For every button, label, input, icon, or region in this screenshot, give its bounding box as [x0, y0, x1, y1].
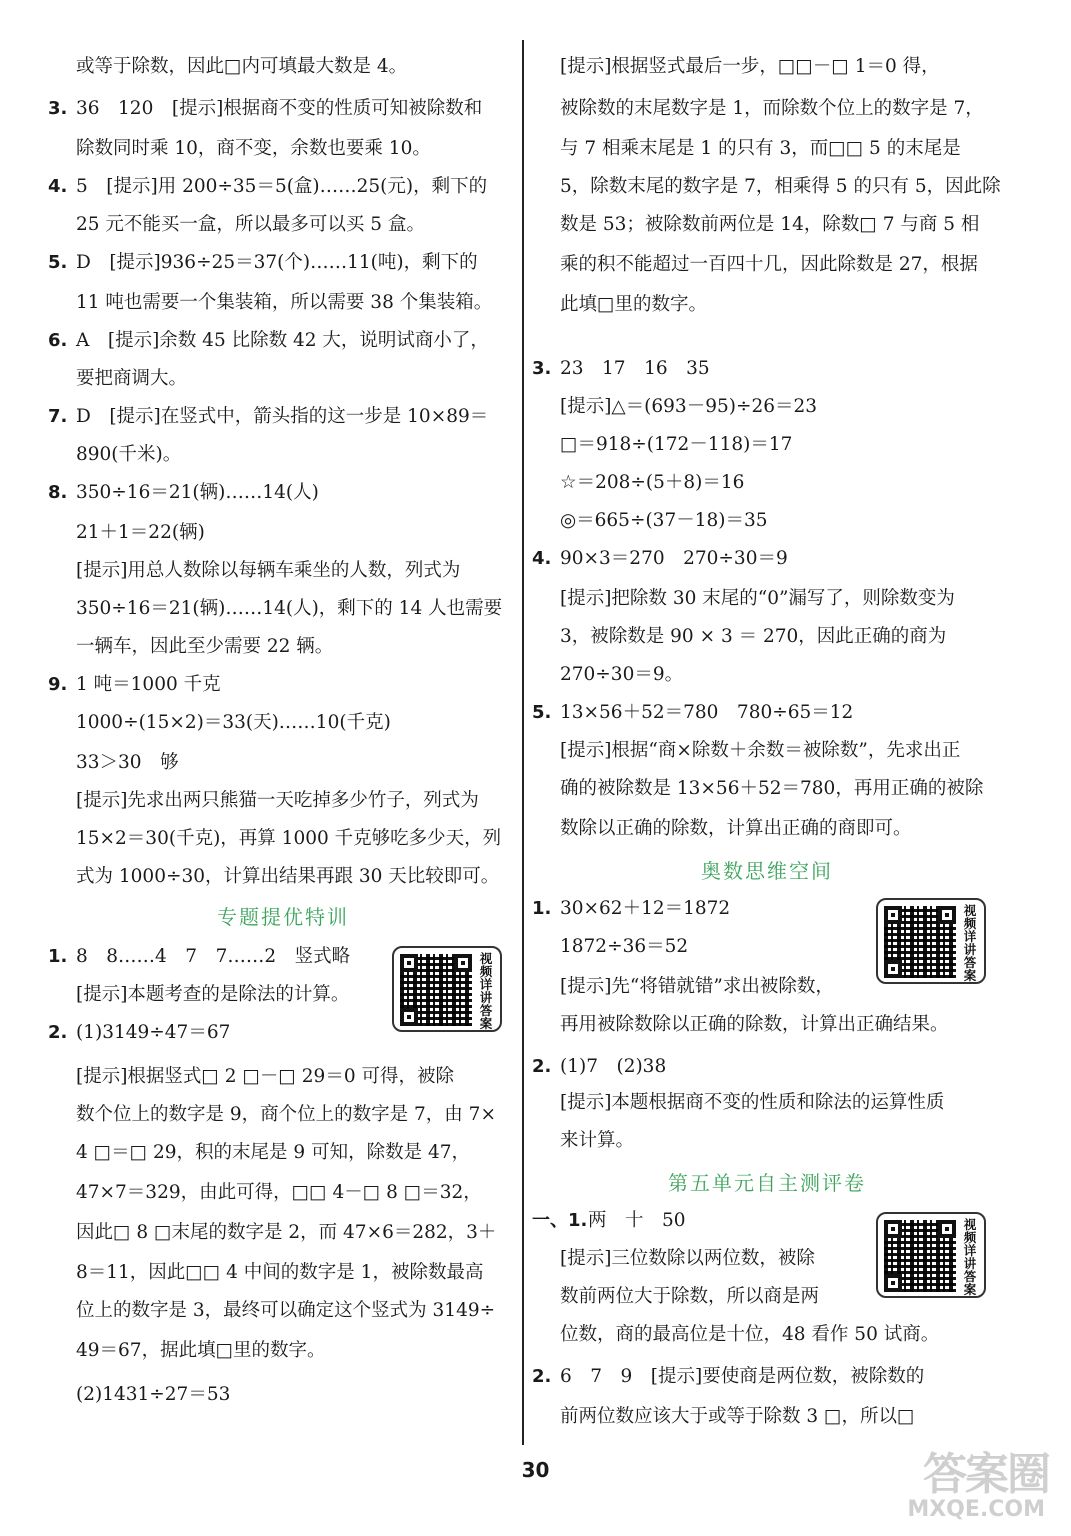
answer-text: 890(千米)。 — [76, 444, 182, 465]
watermark-brand: 答案圈 — [923, 1449, 1049, 1500]
item-number: 2. — [532, 1056, 552, 1077]
answer-text: [提示]本题根据商不变的性质和除法的运算性质 — [560, 1092, 945, 1113]
answer-text: [提示]根据竖式最后一步，□□－□ 1＝0 得， — [560, 56, 940, 77]
answer-line — [48, 206, 518, 244]
qr-code-icon[interactable] — [876, 898, 986, 984]
answer-text: 25 元不能买一盒，所以最多可以买 5 盒。 — [76, 214, 425, 235]
answer-text: 270÷30＝9。 — [560, 664, 684, 685]
answer-text: [提示]根据竖式□ 2 □－□ 29＝0 可得，被除 — [76, 1066, 454, 1087]
answer-text: 要把商调大。 — [76, 368, 188, 389]
answer-text: 数除以正确的除数，计算出正确的商即可。 — [560, 818, 912, 839]
answer-text: 1000÷(15×2)＝33(天)……10(千克) — [76, 712, 391, 733]
item-number: 9. — [48, 674, 68, 695]
answer-text: 1872÷36＝52 — [560, 936, 689, 957]
answer-line — [532, 1398, 1002, 1436]
answer-line — [48, 1058, 518, 1096]
answer-text: 确的被除数是 13×56＋52＝780，再用正确的被除 — [560, 778, 984, 799]
answer-text: 21＋1＝22(辆) — [76, 522, 205, 543]
answer-line — [48, 1254, 518, 1292]
answer-line — [532, 1084, 1002, 1122]
answer-text: 11 吨也需要一个集装箱，所以需要 38 个集装箱。 — [76, 292, 493, 313]
answer-text: 数前两位大于除数，所以商是两 — [560, 1286, 820, 1307]
section-heading: 专题提优特训 — [217, 905, 349, 929]
answer-text: (1)7 (2)38 — [560, 1056, 667, 1077]
item-number: 4. — [48, 176, 68, 197]
answer-line — [532, 350, 1002, 388]
answer-text: 36 120 [提示]根据商不变的性质可知被除数和 — [76, 98, 483, 119]
item-number: 2. — [532, 1366, 552, 1387]
answer-text: 30×62＋12＝1872 — [560, 898, 731, 919]
answer-line — [48, 398, 518, 436]
answer-line — [48, 552, 518, 590]
item-number: 4. — [532, 548, 552, 569]
answer-line — [48, 858, 518, 896]
answer-text: 再用被除数除以正确的除数，计算出正确结果。 — [560, 1014, 949, 1035]
answer-text: 23 17 16 35 — [560, 358, 710, 379]
answer-text: [提示]三位数除以两位数，被除 — [560, 1248, 815, 1269]
answer-line — [48, 90, 518, 128]
answer-text: 5 [提示]用 200÷35＝5(盒)……25(元)，剩下的 — [76, 176, 488, 197]
answer-line — [48, 782, 518, 820]
answer-text: 1 吨＝1000 千克 — [76, 674, 221, 695]
answer-line — [48, 666, 518, 704]
answer-text: 6 7 9 [提示]要使商是两位数，被除数的 — [560, 1366, 925, 1387]
watermark-logo — [899, 1438, 1049, 1522]
answer-line — [532, 206, 1002, 244]
answer-line — [532, 168, 1002, 206]
answer-line — [48, 284, 518, 322]
answer-line — [532, 464, 1002, 502]
answer-text: [提示]△＝(693－95)÷26＝23 — [560, 396, 818, 417]
answer-text: 15×2＝30(千克)，再算 1000 千克够吃多少天，列 — [76, 828, 502, 849]
answer-line — [532, 426, 1002, 464]
answer-line — [532, 502, 1002, 540]
answer-text: 33＞30 够 — [76, 752, 179, 773]
answer-text: (2)1431÷27＝53 — [76, 1384, 231, 1405]
answer-line — [48, 130, 518, 168]
item-number: 2. — [48, 1022, 68, 1043]
answer-line — [48, 514, 518, 552]
page-number: 30 — [521, 1458, 550, 1482]
answer-line — [48, 244, 518, 282]
answer-line — [532, 48, 1002, 86]
answer-line — [532, 580, 1002, 618]
answer-text: □＝918÷(172－118)＝17 — [560, 434, 793, 455]
answer-line — [48, 1174, 518, 1212]
answer-text: 13×56＋52＝780 780÷65＝12 — [560, 702, 854, 723]
answer-line — [532, 540, 1002, 578]
item-number: 6. — [48, 330, 68, 351]
answer-line — [48, 360, 518, 398]
item-number: 3. — [48, 98, 68, 119]
answer-text: [提示]把除数 30 末尾的“0”漏写了，则除数变为 — [560, 588, 955, 609]
answer-line — [532, 388, 1002, 426]
answer-text: 数是 53；被除数前两位是 14，除数□ 7 与商 5 相 — [560, 214, 980, 235]
answer-line — [532, 1048, 1002, 1086]
answer-text: 3，被除数是 90 × 3 ＝ 270，因此正确的商为 — [560, 626, 947, 647]
answer-line — [48, 168, 518, 206]
item-number: 3. — [532, 358, 552, 379]
item-number: 5. — [532, 702, 552, 723]
answer-text: ☆＝208÷(5＋8)＝16 — [560, 472, 745, 493]
item-number: 一、1. — [532, 1210, 588, 1231]
answer-line — [532, 90, 1002, 128]
answer-text: 8 8……4 7 7……2 竖式略 — [76, 946, 351, 967]
answer-line — [48, 628, 518, 666]
answer-line — [532, 1358, 1002, 1396]
section-heading: 第五单元自主测评卷 — [668, 1171, 866, 1195]
item-number: 7. — [48, 406, 68, 427]
answer-line — [532, 1316, 1002, 1354]
answer-line — [532, 130, 1002, 168]
answer-line — [532, 694, 1002, 732]
answer-text: A [提示]余数 45 比除数 42 大，说明试商小了， — [76, 330, 489, 351]
answer-line — [532, 246, 1002, 284]
answer-text: 350÷16＝21(辆)……14(人)，剩下的 14 人也需要 — [76, 598, 503, 619]
answer-line — [48, 1332, 518, 1370]
qr-label: 视频详讲答案 — [963, 1217, 977, 1297]
answer-text: 位数，商的最高位是十位，48 看作 50 试商。 — [560, 1324, 940, 1345]
answer-line — [532, 618, 1002, 656]
answer-line — [532, 770, 1002, 808]
answer-text: 8＝11，因此□□ 4 中间的数字是 1，被除数最高 — [76, 1262, 484, 1283]
answer-text: 或等于除数，因此□内可填最大数是 4。 — [76, 56, 408, 77]
answer-line — [48, 1376, 518, 1414]
answer-text: 一辆车，因此至少需要 22 辆。 — [76, 636, 334, 657]
answer-line — [532, 810, 1002, 848]
section-heading: 奥数思维空间 — [701, 859, 833, 883]
answer-text: 与 7 相乘末尾是 1 的只有 3，而□□ 5 的末尾是 — [560, 138, 961, 159]
answer-line — [532, 1122, 1002, 1160]
answer-text: 350÷16＝21(辆)……14(人) — [76, 482, 319, 503]
answer-line — [48, 436, 518, 474]
answer-text: [提示]根据“商×除数＋余数＝被除数”，先求出正 — [560, 740, 961, 761]
answer-text: 90×3＝270 270÷30＝9 — [560, 548, 788, 569]
answer-text: [提示]先“将错就错”求出被除数， — [560, 976, 834, 997]
answer-text: ◎＝665÷(37－18)＝35 — [560, 510, 768, 531]
answer-text: 此填□里的数字。 — [560, 294, 707, 315]
answer-line — [532, 1006, 1002, 1044]
qr-label: 视频详讲答案 — [963, 903, 977, 983]
item-number: 1. — [48, 946, 68, 967]
answer-text: 49＝67，据此填□里的数字。 — [76, 1340, 326, 1361]
answer-text: 式为 1000÷30，计算出结果再跟 30 天比较即可。 — [76, 866, 500, 887]
answer-line — [48, 48, 518, 86]
answer-line — [48, 704, 518, 742]
answer-line — [48, 1292, 518, 1330]
answer-line — [48, 1214, 518, 1252]
answer-line — [48, 322, 518, 360]
answer-text: 因此□ 8 □末尾的数字是 2，而 47×6＝282，3＋ — [76, 1222, 497, 1243]
answer-line — [532, 656, 1002, 694]
answer-text: 两 十 50 — [588, 1210, 686, 1231]
answer-text: 位上的数字是 3，最终可以确定这个竖式为 3149÷ — [76, 1300, 496, 1321]
answer-text: (1)3149÷47＝67 — [76, 1022, 231, 1043]
answer-text: [提示]本题考查的是除法的计算。 — [76, 984, 350, 1005]
answer-line — [48, 1134, 518, 1172]
answer-text: 前两位数应该大于或等于除数 3 □，所以□ — [560, 1406, 915, 1427]
answer-line — [532, 286, 1002, 324]
qr-code-icon[interactable] — [876, 1212, 986, 1298]
answer-text: D [提示]936÷25＝37(个)……11(吨)，剩下的 — [76, 252, 478, 273]
answer-text: 47×7＝329，由此可得，□□ 4－□ 8 □＝32， — [76, 1182, 482, 1203]
answer-line — [48, 590, 518, 628]
qr-label: 视频详讲答案 — [479, 951, 493, 1031]
answer-text: 来计算。 — [560, 1130, 635, 1151]
answer-text: 4 □＝□ 29，积的末尾是 9 可知，除数是 47， — [76, 1142, 470, 1163]
item-number: 8. — [48, 482, 68, 503]
item-number: 1. — [532, 898, 552, 919]
answer-text: 乘的积不能超过一百四十几，因此除数是 27，根据 — [560, 254, 978, 275]
answer-line — [48, 474, 518, 512]
answer-line — [48, 820, 518, 858]
answer-text: 数个位上的数字是 9，商个位上的数字是 7，由 7× — [76, 1104, 496, 1125]
answer-line — [532, 732, 1002, 770]
answer-text: [提示]用总人数除以每辆车乘坐的人数，列式为 — [76, 560, 461, 581]
answer-text: D [提示]在竖式中，箭头指的这一步是 10×89＝ — [76, 406, 489, 427]
answer-text: 被除数的末尾数字是 1，而除数个位上的数字是 7， — [560, 98, 984, 119]
column-divider — [522, 40, 524, 1445]
answer-text: 除数同时乘 10，商不变，余数也要乘 10。 — [76, 138, 431, 159]
watermark-url: MXQE.COM — [907, 1497, 1045, 1522]
answer-text: [提示]先求出两只熊猫一天吃掉多少竹子，列式为 — [76, 790, 479, 811]
answer-text: 5，除数末尾的数字是 7，相乘得 5 的只有 5，因此除 — [560, 176, 1001, 197]
answer-line — [48, 744, 518, 782]
answer-line — [48, 1096, 518, 1134]
item-number: 5. — [48, 252, 68, 273]
qr-code-icon[interactable] — [392, 946, 502, 1032]
